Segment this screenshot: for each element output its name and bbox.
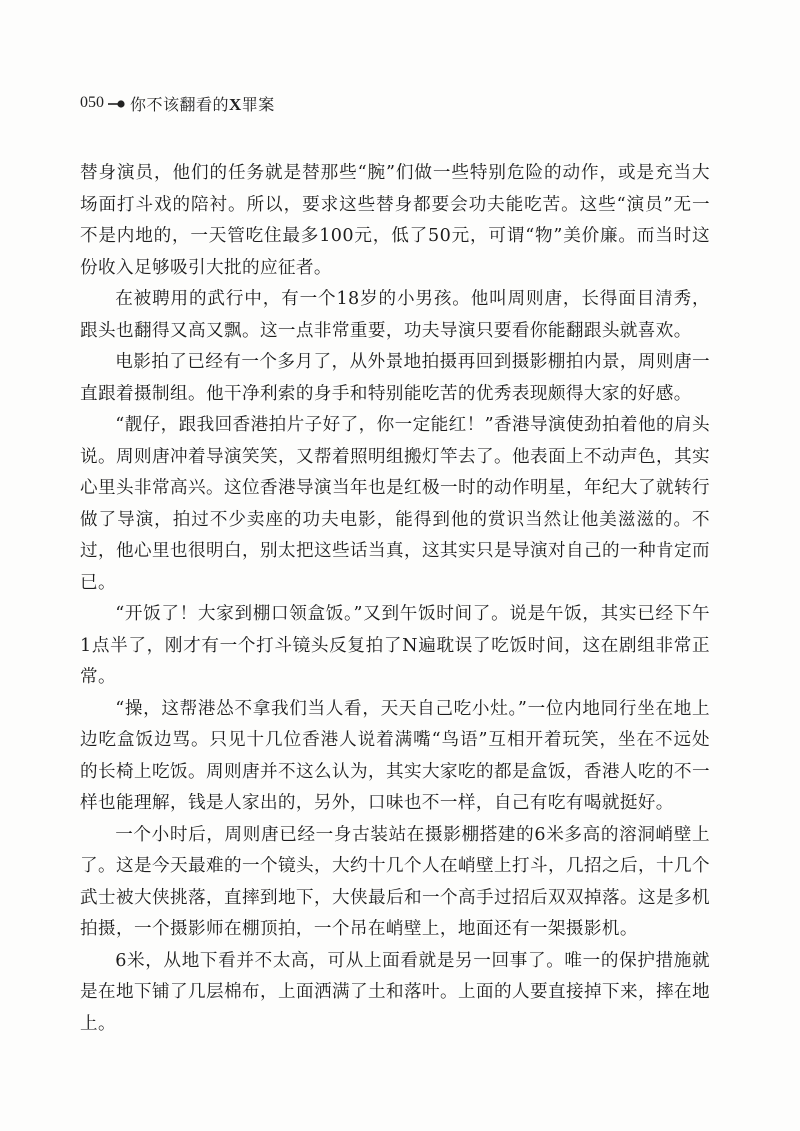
paragraph: 替身演员，他们的任务就是替那些“腕”们做一些特别危险的动作，或是充当大场面打斗戏的陪衬。所以，要求这些替身都要会功夫能吃苦。这些“演员”无一不是内地的，一天管吃住最多100元，低了50元，可谓“物”美价廉。而当时这份收入足够吸引大批的应征者。 <box>80 163 710 278</box>
book-title-latin: X <box>229 94 242 114</box>
body-text <box>80 158 710 1040</box>
paragraph: 电影拍了已经有一个多月了，从外景地拍摄再回到摄影棚拍内景，周则唐一直跟着摄制组。他干净利索的身手和特别能吃苦的优秀表现颇得大家的好感。 <box>80 352 710 404</box>
arrow-icon <box>107 98 127 110</box>
book-title-suffix: 罪案 <box>241 94 275 114</box>
paragraph: 6米，从地下看并不太高，可从上面看就是另一回事了。唯一的保护措施就是在地下铺了几层棉布，上面洒满了土和落叶。上面的人要直接掉下来，摔在地上。 <box>80 950 710 1034</box>
paragraph: 在被聘用的武行中，有一个18岁的小男孩。他叫周则唐，长得面目清秀，跟头也翻得又高又飘。这一点非常重要，功夫导演只要看你能翻跟头就喜欢。 <box>80 289 710 341</box>
book-title-prefix: 你不该翻看的 <box>130 94 230 114</box>
paragraph: “操，这帮港怂不拿我们当人看，天天自己吃小灶。”一位内地同行坐在地上边吃盒饭边骂。只见十几位香港人说着满嘴“鸟语”互相开着玩笑，坐在不远处的长椅上吃饭。周则唐并不这么认为，其实大家吃的都是盒饭，香港人吃的不一样也能理解，钱是人家出的，另外，口味也不一样，自己有吃有喝就挺好。 <box>80 698 710 813</box>
book-title <box>130 92 275 115</box>
paragraph: 一个小时后，周则唐已经一身古装站在摄影棚搭建的6米多高的溶洞峭壁上了。这是今天最难的一个镜头，大约十几个人在峭壁上打斗，几招之后，十几个武士被大侠挑落，直摔到地下，大侠最后和一个高手过招后双双掉落。这是多机拍摄，一个摄影师在棚顶拍，一个吊在峭壁上，地面还有一架摄影机。 <box>80 824 710 939</box>
page-number: 050 <box>80 94 104 111</box>
paragraph: “开饭了！大家到棚口领盒饭。”又到午饭时间了。说是午饭，其实已经下午1点半了，刚才有一个打斗镜头反复拍了N遍耽误了吃饭时间，这在剧组非常正常。 <box>80 604 710 687</box>
running-header <box>80 90 275 116</box>
paragraph: “靓仔，跟我回香港拍片子好了，你一定能红！”香港导演使劲拍着他的肩头说。周则唐冲着导演笑笑，又帮着照明组搬灯竿去了。他表面上不动声色，其实心里头非常高兴。这位香港导演当年也是红极一时的动作明星，年纪大了就转行做了导演，拍过不少卖座的功夫电影，能得到他的赏识当然让他美滋滋的。不过，他心里也很明白，别太把这些话当真，这其实只是导演对自己的一种肯定而已。 <box>80 415 710 593</box>
